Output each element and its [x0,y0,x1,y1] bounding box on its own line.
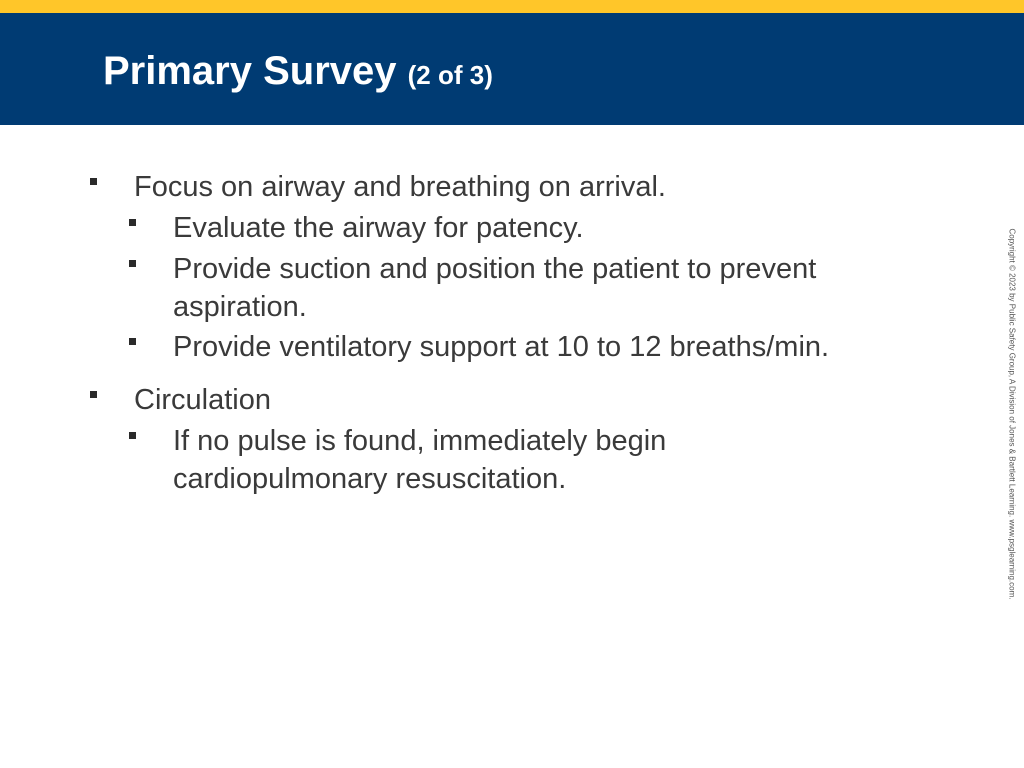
sub-bullet-square-icon [129,260,136,267]
slide-title-main: Primary Survey [103,49,397,93]
bullet-item: Focus on airway and breathing on arrival. [134,171,666,203]
sub-bullet-item: Evaluate the airway for patency. [173,212,584,244]
bullet-square-icon [90,391,97,398]
bullet-item: Circulation [134,384,271,416]
sub-bullet-item: Provide suction and position the patient to prevent aspiration. [173,253,817,323]
sub-bullet-item: If no pulse is found, immediately begin cardiopulmonary resuscitation. [173,425,667,495]
slide-title-sub: (2 of 3) [407,60,493,90]
sub-bullet-square-icon [129,219,136,226]
sub-bullet-item: Provide ventilatory support at 10 to 12 breaths/min. [173,331,830,363]
sub-bullet-square-icon [129,338,136,345]
sub-bullet-square-icon [129,432,136,439]
bullet-square-icon [90,178,97,185]
copyright-notice: Copyright © 2023 by Public Safety Group, A Division of Jones & Bartlett Learning. www.psglearning.com. [1007,228,1017,600]
